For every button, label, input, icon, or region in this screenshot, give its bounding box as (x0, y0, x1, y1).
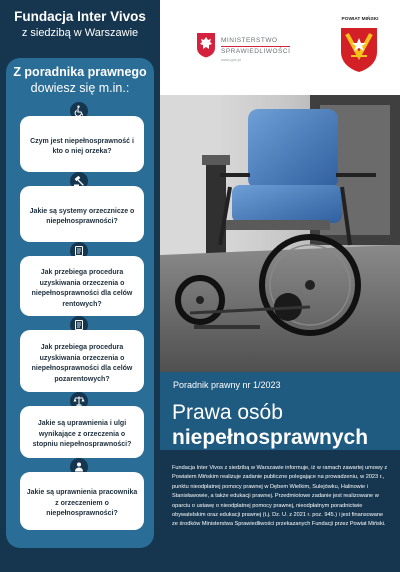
ministry-name (221, 37, 290, 55)
topic-text-3: Jak przebiega procedura uzyskiwania orzeczenia o niepełnosprawności dla celów rentowych? (31, 269, 133, 308)
wheelchair-photo (160, 95, 400, 385)
topic-card-6 (20, 472, 144, 530)
main-title-line1: Prawa osób (172, 401, 283, 424)
topic-card-5 (20, 406, 144, 458)
topic-card-4 (20, 330, 144, 392)
topic-text-4: Jak przebiega procedura uzyskiwania orzeczenia o niepełnosprawności dla celów pozarentowych? (31, 344, 133, 383)
topic-card-3 (20, 256, 144, 316)
topic-card-1 (20, 116, 144, 172)
guide-panel (6, 58, 154, 548)
topic-text-5: Jakie są uprawnienia i ulgi wynikające z orzeczenia o stopniu niepełnosprawności? (32, 420, 132, 449)
ministry-name-line1: MINISTERSTWO (221, 37, 278, 44)
series-label: Poradnik prawny nr 1/2023 (173, 380, 281, 390)
guide-subheading: dowiesz się m.in.: (30, 81, 130, 95)
polish-eagle-emblem (196, 32, 216, 58)
org-name: Fundacja Inter Vivos (14, 9, 146, 24)
main-title-line2: niepełnosprawnych (172, 426, 369, 449)
guide-heading: Z poradnika prawnego (13, 65, 147, 79)
topic-text-1: Czym jest niepełnosprawność i kto o niej orzeka? (30, 137, 134, 155)
sidebar (0, 0, 160, 572)
topic-text-6: Jakie są uprawnienia pracownika z orzeczeniem o niepełnosprawności? (26, 489, 138, 518)
ministry-name-line2: SPRAWIEDLIWOŚCI (221, 47, 291, 55)
county-crest (339, 26, 379, 74)
county-label: POWIAT MIŃSKI (341, 17, 379, 22)
org-location: z siedzibą w Warszawie (21, 27, 139, 39)
topic-text-2: Jakie są systemy orzecznicze o niepełnosprawności? (29, 207, 135, 225)
ministry-url: www.gov.pl (221, 57, 241, 62)
topic-card-2 (20, 186, 144, 242)
body-paragraph: Fundacja Inter Vivos z siedzibą w Warszawie informuje, iż w ramach zawartej umowy z Powiatem Mińskim realizuje zadanie publiczne polegające na prowadzeniu, w 2023 r., punktu nieodpłatnej pomocy prawnej w Dębem Wielkim, Sulejówku, Halinowie i Stanisławowie, a także edukacji prawnej. Przedmiotowe zadanie jest realizowane w oparciu o ustawę o nieodpłatnej pomocy prawnej, nieodpłatnym poradnictwie obywatelskim oraz edukacji prawnej (t.j. Dz. U. z 2021 r. poz. 945.) i jest finansowane ze środków Ministerstwa Sprawiedliwości przekazanych Fundacji przez Powiat Miński. (172, 465, 388, 528)
